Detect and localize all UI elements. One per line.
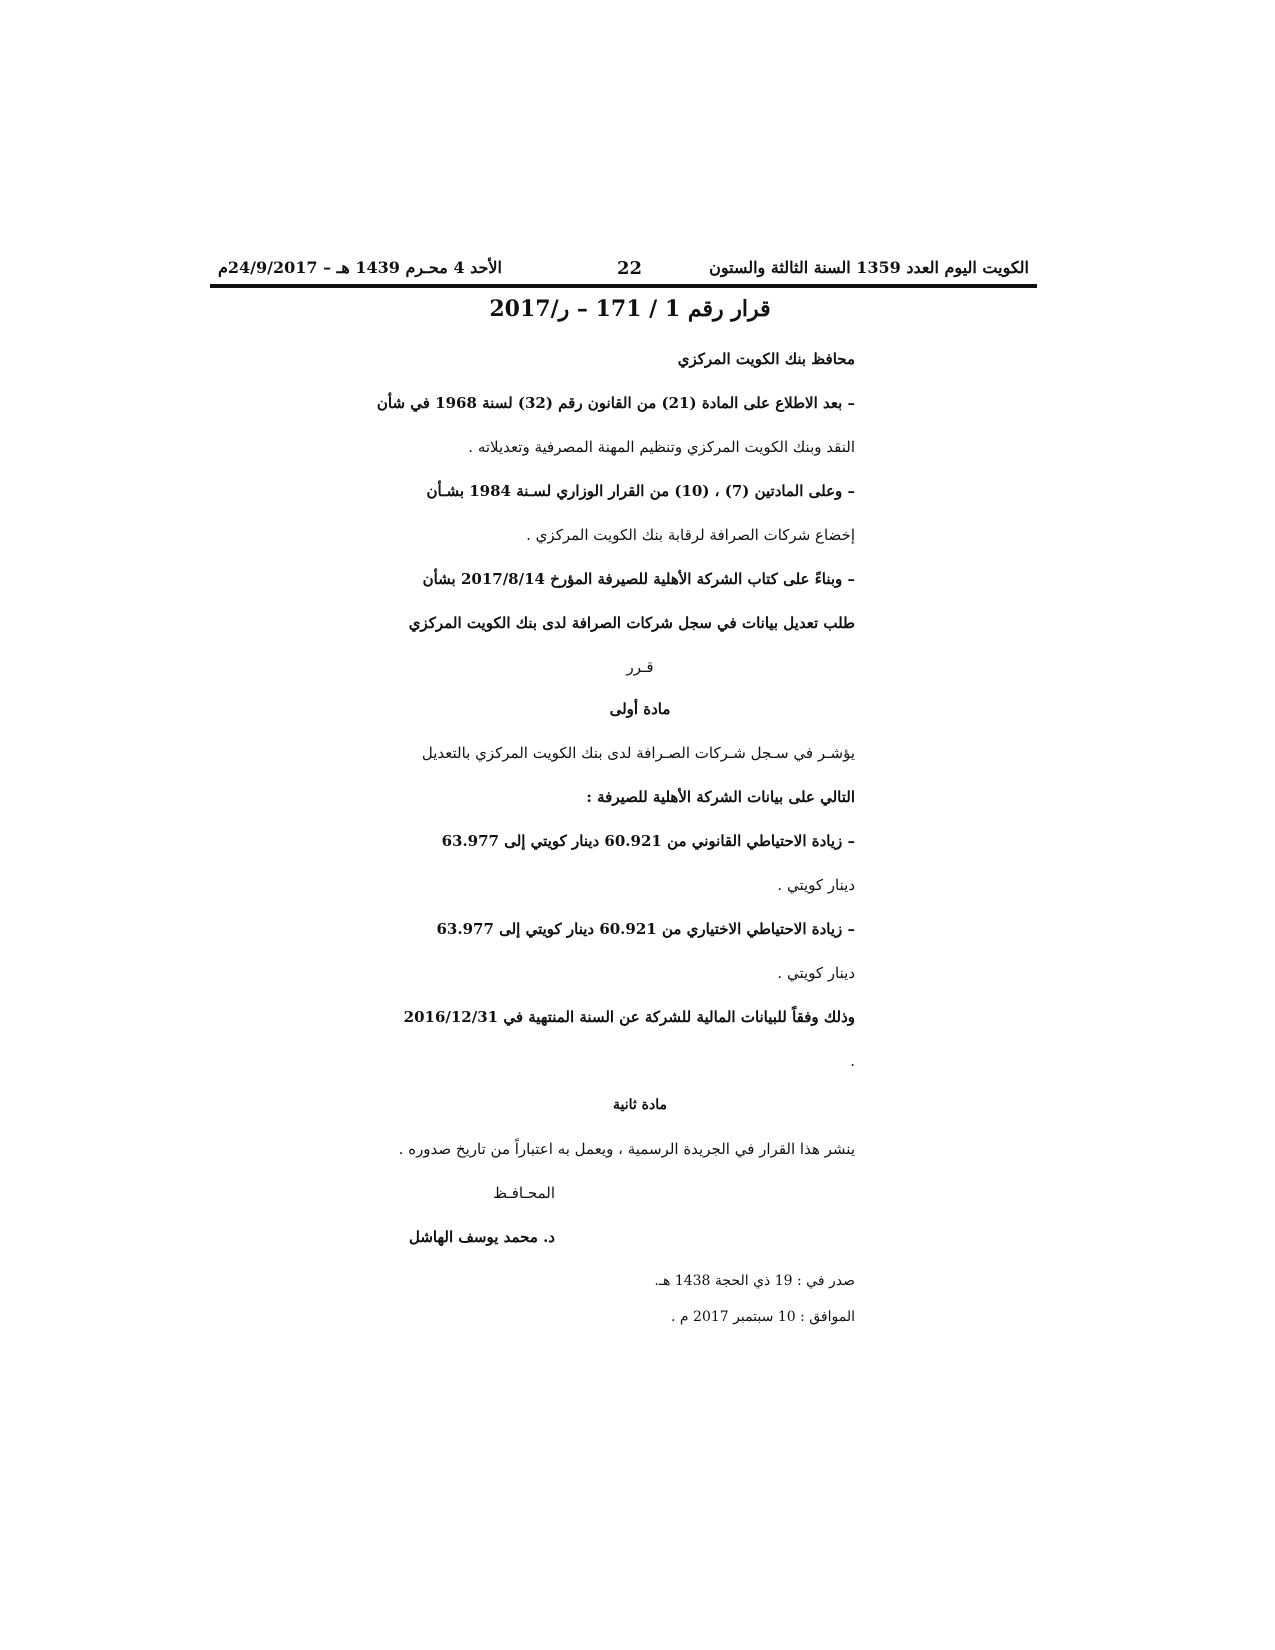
article-one-line: – زيادة الاحتياطي القانوني من 60.921 دينار كويتي إلى 63.977 <box>441 832 855 850</box>
preamble-line: إخضاع شركات الصرافة لرقابة بنك الكويت المركزي . <box>526 526 855 544</box>
header-divider <box>210 284 1037 288</box>
preamble-line: – وبناءً على كتاب الشركة الأهلية للصيرفة المؤرخ 2017/8/14 بشأن <box>422 570 855 588</box>
signatory-title: المحـافـظ <box>493 1184 555 1202</box>
article-one-line: وذلك وفقاً للبيانات المالية للشركة عن السنة المنتهية في 2016/12/31 <box>403 1008 855 1026</box>
preamble-line: – وعلى المادتين (7) ، (10) من القرار الوزاري لسـنة 1984 بشـأن <box>426 482 855 500</box>
article-one-heading: مادة أولى <box>609 700 671 718</box>
article-one-line: التالي على بيانات الشركة الأهلية للصيرفة : <box>586 788 855 806</box>
article-one-line: – زيادة الاحتياطي الاختياري من 60.921 دينار كويتي إلى 63.977 <box>436 920 855 938</box>
article-two-text: ينشر هذا القرار في الجريدة الرسمية ، ويعمل به اعتباراً من تاريخ صدوره . <box>398 1140 855 1158</box>
preamble-line: طلب تعديل بيانات في سجل شركات الصرافة لدى بنك الكويت المركزي <box>408 614 855 632</box>
resolved-heading: قـرر <box>626 658 654 676</box>
publication-info: الكويت اليوم العدد 1359 السنة الثالثة والستون <box>709 258 1029 277</box>
preamble-line: النقد وبنك الكويت المركزي وتنظيم المهنة المصرفية وتعديلاته . <box>468 438 855 456</box>
article-two-heading: مادة ثانية <box>613 1097 667 1113</box>
article-one-line: يؤشـر في سـجل شـركات الصـرافة لدى بنك الكويت المركزي بالتعديل <box>421 744 855 762</box>
issue-date-gregorian: الموافق : 10 سبتمبر 2017 م . <box>671 1309 855 1325</box>
signatory-name: د. محمد يوسف الهاشل <box>408 1228 555 1246</box>
article-one-line: دينار كويتي . <box>777 876 855 894</box>
article-one-line: . <box>850 1052 855 1070</box>
article-one-line: دينار كويتي . <box>777 964 855 982</box>
decision-title: قرار رقم 1 / 171 – ر/2017 <box>489 296 771 322</box>
preamble-line: – بعد الاطلاع على المادة (21) من القانون رقم (32) لسنة 1968 في شأن <box>376 394 855 412</box>
issue-date-hijri: صدر في : 19 ذي الحجة 1438 هـ. <box>654 1273 855 1289</box>
page-number: 22 <box>616 258 642 279</box>
issue-date: الأحد 4 محـرم 1439 هـ – 24/9/2017م <box>218 258 502 277</box>
issuer-title: محافظ بنك الكويت المركزي <box>677 350 855 368</box>
